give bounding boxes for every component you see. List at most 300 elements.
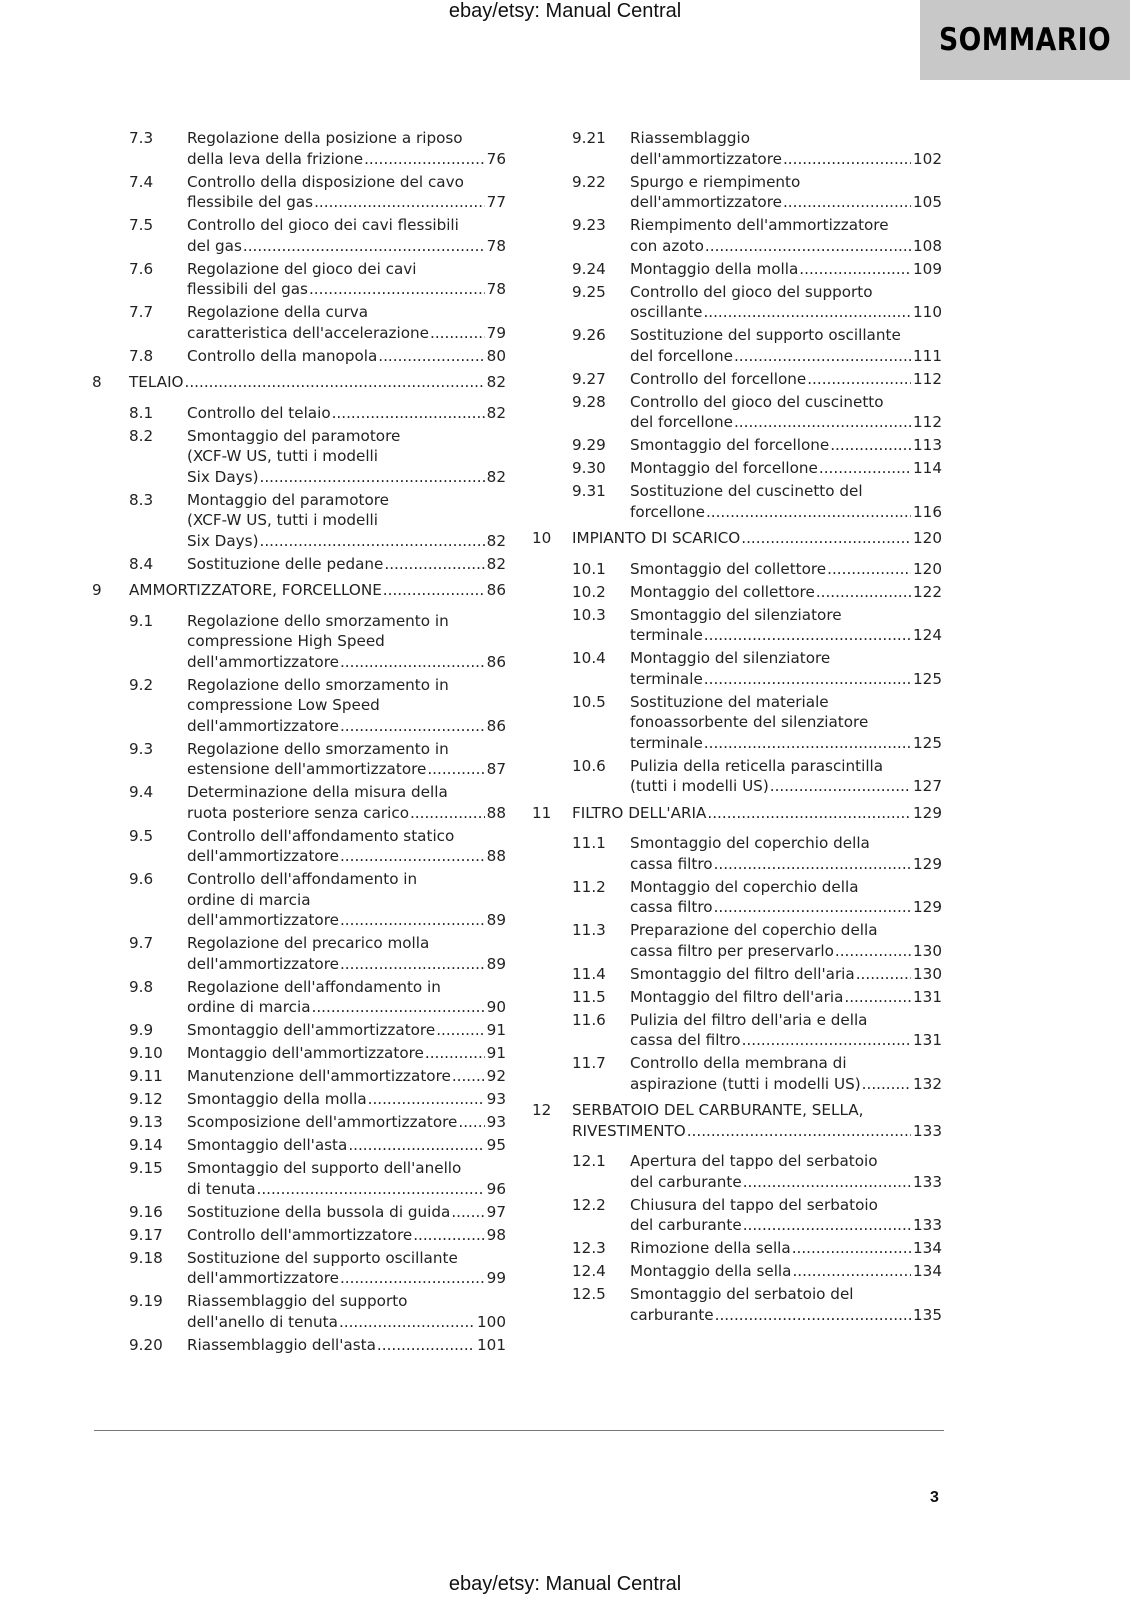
- toc-chapter: [532, 528, 942, 549]
- toc-page-number: 90: [486, 998, 506, 1016]
- toc-entry: [532, 128, 942, 169]
- toc-title-line: Preparazione del coperchio della: [630, 921, 878, 939]
- dot-leader: [734, 346, 911, 367]
- toc-number: 10.6: [572, 756, 606, 775]
- dot-leader: [340, 1268, 485, 1289]
- toc-page-number: 92: [486, 1067, 506, 1085]
- toc-title-line: di tenuta: [187, 1179, 256, 1198]
- dot-leader: [425, 1043, 485, 1064]
- dot-leader: [257, 1179, 485, 1200]
- dot-leader: [383, 580, 485, 601]
- toc-page-number: 133: [913, 1121, 942, 1140]
- toc-title-line: Chiusura del tappo del serbatoio: [630, 1195, 878, 1214]
- dot-leader: [451, 1202, 484, 1223]
- toc-entry: [532, 964, 942, 985]
- toc-title-line: cassa filtro: [630, 898, 713, 916]
- toc-title-line: dell'ammortizzatore: [630, 149, 782, 168]
- toc-entry: [92, 426, 506, 488]
- toc-entry: [532, 648, 942, 689]
- toc-title-line: Sostituzione della bussola di guida: [187, 1202, 451, 1221]
- toc-title-line: Regolazione della curva: [187, 303, 369, 321]
- toc-entry: [92, 554, 506, 575]
- toc-entry: [92, 490, 506, 552]
- page-number: 3: [930, 1489, 939, 1506]
- toc-page-number: 120: [913, 529, 942, 547]
- toc-entry: [532, 172, 942, 213]
- toc-page-number: 105: [913, 193, 942, 211]
- toc-title-line: Smontaggio del forcellone: [630, 436, 830, 454]
- toc-title-line: ordine di marcia: [187, 998, 311, 1016]
- dot-leader: [856, 964, 911, 985]
- toc-entry: [92, 782, 506, 823]
- toc-entry: [532, 1053, 942, 1094]
- toc-title-line: Montaggio della molla: [630, 259, 799, 278]
- toc-title-line: Sostituzione delle pedane: [187, 554, 384, 573]
- toc-page-number: 130: [913, 964, 942, 983]
- toc-title-line: compressione Low Speed: [187, 696, 380, 714]
- toc-page-number: 124: [913, 626, 942, 644]
- toc-page-number: 82: [486, 403, 506, 422]
- toc-page-number: 95: [486, 1136, 506, 1154]
- toc-entry: [532, 1261, 942, 1282]
- dot-leader: [384, 554, 484, 575]
- toc-page-number: 120: [913, 559, 942, 578]
- dot-leader: [314, 192, 485, 213]
- toc-title-line: Montaggio del filtro dell'aria: [630, 987, 844, 1006]
- dot-leader: [332, 403, 485, 424]
- toc-title-line: Smontaggio del coperchio della: [630, 834, 870, 852]
- toc-entry: [532, 920, 942, 961]
- dot-leader: [704, 625, 911, 646]
- toc-page-number: 93: [486, 1113, 506, 1131]
- toc-page-number: 96: [486, 1179, 506, 1198]
- dot-leader: [368, 1089, 485, 1110]
- toc-title-line: Smontaggio del silenziatore: [630, 605, 842, 624]
- dot-leader: [830, 435, 911, 456]
- toc-page-number: 82: [486, 554, 506, 573]
- dot-leader: [340, 716, 485, 737]
- toc-entry: [92, 259, 506, 300]
- toc-entry: [92, 977, 506, 1018]
- toc-entry: [532, 215, 942, 256]
- toc-number: 11.6: [572, 1010, 606, 1029]
- dot-leader: [714, 854, 911, 875]
- toc-title-line: dell'anello di tenuta: [187, 1312, 338, 1331]
- toc-page-number: 89: [486, 911, 506, 929]
- dot-leader: [364, 149, 485, 170]
- toc-title-line: terminale: [630, 669, 703, 688]
- toc-number: 8.2: [129, 426, 154, 445]
- toc-page-number: 86: [486, 581, 506, 599]
- dot-leader: [458, 1112, 484, 1133]
- toc-entry: [92, 1248, 506, 1289]
- toc-entry: [532, 1284, 942, 1325]
- toc-title-line: Controllo dell'affondamento in: [187, 870, 418, 888]
- toc-title-line: Montaggio del collettore: [630, 582, 815, 601]
- dot-leader: [707, 803, 911, 824]
- toc-number: 8: [92, 373, 102, 391]
- toc-page-number: 116: [913, 502, 942, 521]
- toc-entry: [532, 392, 942, 433]
- toc-number: 10: [532, 529, 552, 547]
- toc-title-line: con azoto: [630, 236, 704, 255]
- dot-leader: [792, 1238, 911, 1259]
- toc-title-line: Regolazione dello smorzamento in: [187, 611, 449, 630]
- toc-entry: [92, 346, 506, 367]
- toc-title-line: del carburante: [630, 1216, 742, 1234]
- dot-leader: [348, 1135, 484, 1156]
- toc-entry: [532, 605, 942, 646]
- toc-title-line: Six Days): [187, 467, 259, 486]
- toc-number: 9.11: [129, 1067, 163, 1085]
- toc-title-line: Manutenzione dell'ammortizzatore: [187, 1067, 451, 1085]
- toc-entry: [92, 1043, 506, 1064]
- toc-entry: [532, 259, 942, 280]
- toc-number: 9.3: [129, 739, 154, 758]
- toc-number: 11.2: [572, 877, 606, 896]
- toc-title-line: (XCF-W US, tutti i modelli: [187, 511, 378, 529]
- toc-page-number: 135: [913, 1305, 942, 1324]
- toc-page-number: 100: [477, 1312, 506, 1331]
- toc-page-number: 86: [486, 716, 506, 735]
- dot-leader: [312, 997, 485, 1018]
- toc-title-line: Controllo del gioco dei cavi flessibili: [187, 216, 459, 234]
- dot-leader: [741, 528, 911, 549]
- dot-leader: [783, 149, 911, 170]
- toc-title-line: cassa del filtro: [630, 1031, 741, 1049]
- toc-title-line: Controllo dell'affondamento statico: [187, 826, 455, 845]
- toc-title-line: Smontaggio dell'ammortizzatore: [187, 1021, 436, 1039]
- dot-leader: [714, 897, 911, 918]
- toc-title-line: dell'ammortizzatore: [187, 911, 339, 929]
- dot-leader: [430, 323, 485, 344]
- toc-title-line: Riassemblaggio dell'asta: [187, 1335, 376, 1354]
- toc-chapter: [92, 580, 506, 601]
- toc-number: 11.3: [572, 921, 606, 939]
- toc-title-line: Spurgo e riempimento: [630, 172, 801, 191]
- toc-page-number: 88: [486, 847, 506, 865]
- toc-number: 12.4: [572, 1262, 606, 1280]
- toc-number: 10.2: [572, 582, 606, 601]
- dot-leader: [770, 776, 911, 797]
- toc-number: 9.24: [572, 259, 606, 278]
- toc-page-number: 82: [486, 531, 506, 550]
- toc-title-line: Montaggio del coperchio della: [630, 877, 859, 896]
- toc-page-number: 134: [913, 1262, 942, 1280]
- toc-entry: [92, 1066, 506, 1087]
- toc-number: 11.5: [572, 987, 606, 1006]
- dot-leader: [243, 236, 485, 257]
- dot-leader: [715, 1305, 911, 1326]
- toc-chapter: [92, 372, 506, 393]
- toc-title-line: Smontaggio della molla: [187, 1090, 367, 1108]
- toc-page-number: 99: [486, 1269, 506, 1287]
- toc-entry: [92, 128, 506, 169]
- dot-leader: [378, 346, 484, 367]
- toc-number: 9.28: [572, 392, 606, 411]
- toc-title-line: Sostituzione del cuscinetto del: [630, 482, 863, 500]
- toc-page-number: 109: [913, 259, 942, 278]
- dot-leader: [862, 1074, 911, 1095]
- toc-number: 12.5: [572, 1285, 606, 1303]
- toc-title-line: SERBATOIO DEL CARBURANTE, SELLA,: [572, 1101, 864, 1119]
- toc-number: 9.18: [129, 1248, 163, 1267]
- toc-entry: [92, 1225, 506, 1246]
- toc-page-number: 91: [486, 1021, 506, 1039]
- toc-entry: [92, 1135, 506, 1156]
- section-tab: [920, 0, 1130, 80]
- toc-title-line: AMMORTIZZATORE, FORCELLONE: [129, 581, 382, 599]
- toc-page-number: 133: [913, 1172, 942, 1191]
- toc-title-line: cassa filtro: [630, 854, 713, 873]
- toc-title-line: dell'ammortizzatore: [187, 716, 339, 735]
- toc-title-line: dell'ammortizzatore: [187, 954, 339, 973]
- dot-leader: [339, 1312, 475, 1333]
- toc-page-number: 134: [913, 1239, 942, 1257]
- toc-title-line: Montaggio dell'ammortizzatore: [187, 1044, 424, 1062]
- toc-page-number: 79: [486, 323, 506, 342]
- toc-title-line: caratteristica dell'accelerazione: [187, 323, 430, 342]
- dot-leader: [844, 987, 911, 1008]
- toc-entry: [92, 1158, 506, 1199]
- toc-number: 9.4: [129, 783, 154, 801]
- toc-number: 9.6: [129, 870, 154, 888]
- toc-entry: [92, 869, 506, 931]
- toc-entry: [532, 1238, 942, 1259]
- dot-leader: [742, 1030, 911, 1051]
- toc-title-line: terminale: [630, 733, 703, 752]
- toc-number: 10.4: [572, 649, 606, 667]
- toc-number: 8.1: [129, 403, 154, 422]
- dot-leader: [377, 1335, 475, 1356]
- dot-leader: [427, 759, 484, 780]
- toc-page-number: 133: [913, 1216, 942, 1234]
- dot-leader: [410, 803, 485, 824]
- toc-page-number: 131: [913, 987, 942, 1006]
- toc-page-number: 130: [913, 941, 942, 960]
- toc-title-line: Sostituzione del materiale: [630, 692, 829, 711]
- toc-title-line: fonoassorbente del silenziatore: [630, 713, 869, 731]
- dot-leader: [340, 652, 485, 673]
- toc-title-line: Controllo dell'ammortizzatore: [187, 1225, 413, 1244]
- toc-entry: [532, 877, 942, 918]
- toc-page-number: 129: [913, 803, 942, 822]
- toc-title-line: Apertura del tappo del serbatoio: [630, 1152, 878, 1170]
- toc-title-line: Regolazione del precarico molla: [187, 934, 430, 952]
- toc-title-line: Scomposizione dell'ammortizzatore: [187, 1113, 458, 1131]
- dot-leader: [260, 531, 485, 552]
- toc-page-number: 114: [913, 459, 942, 477]
- dot-leader: [704, 733, 911, 754]
- toc-entry: [532, 582, 942, 603]
- toc-page-number: 108: [913, 236, 942, 255]
- toc-page-number: 131: [913, 1031, 942, 1049]
- toc-page-number: 112: [913, 369, 942, 388]
- toc-number: 10.3: [572, 605, 606, 624]
- toc-number: 9.12: [129, 1090, 163, 1108]
- toc-title-line: Controllo del gioco del supporto: [630, 282, 873, 301]
- toc-number: 9.13: [129, 1113, 163, 1131]
- toc-number: 7.7: [129, 303, 154, 321]
- toc-title-line: della leva della frizione: [187, 149, 364, 168]
- toc-number: 9.20: [129, 1335, 163, 1354]
- toc-title-line: Regolazione dello smorzamento in: [187, 739, 449, 758]
- toc-title-line: Regolazione dello smorzamento in: [187, 675, 449, 694]
- toc-entry: [532, 833, 942, 874]
- toc-title-line: Controllo della manopola: [187, 346, 378, 365]
- toc-page-number: 101: [477, 1335, 506, 1354]
- toc-number: 9.17: [129, 1225, 163, 1244]
- toc-title-line: (XCF-W US, tutti i modelli: [187, 447, 378, 465]
- toc-entry: [532, 1195, 942, 1236]
- toc-number: 9.5: [129, 826, 154, 845]
- dot-leader: [687, 1121, 911, 1142]
- dot-leader: [827, 559, 911, 580]
- toc-page-number: 77: [486, 193, 506, 211]
- toc-page-number: 113: [913, 436, 942, 454]
- toc-number: 12.3: [572, 1239, 606, 1257]
- toc-title-line: Smontaggio del supporto dell'anello: [187, 1159, 462, 1177]
- toc-title-line: dell'ammortizzatore: [187, 847, 339, 865]
- toc-number: 10.5: [572, 692, 606, 711]
- toc-page-number: 110: [913, 303, 942, 321]
- toc-entry: [92, 675, 506, 737]
- toc-right-column: [532, 128, 942, 1328]
- toc-title-line: forcellone: [630, 502, 705, 521]
- toc-page-number: 86: [486, 652, 506, 671]
- toc-title-line: flessibile del gas: [187, 193, 314, 211]
- toc-number: 9.2: [129, 675, 154, 694]
- toc-number: 11.1: [572, 834, 606, 852]
- toc-title-line: Controllo della membrana di: [630, 1054, 847, 1072]
- toc-title-line: Controllo del telaio: [187, 403, 331, 422]
- toc-title-line: Regolazione dell'affondamento in: [187, 977, 441, 996]
- toc-entry: [532, 325, 942, 366]
- dot-leader: [792, 1261, 911, 1282]
- toc-title-line: Smontaggio dell'asta: [187, 1136, 348, 1154]
- toc-title-line: del forcellone: [630, 346, 733, 365]
- toc-page-number: 88: [486, 803, 506, 822]
- toc-title-line: TELAIO: [129, 373, 184, 391]
- watermark-top: ebay/etsy: Manual Central: [448, 0, 682, 22]
- toc-number: 7.8: [129, 346, 154, 365]
- toc-entry: [532, 1151, 942, 1192]
- toc-entry: [92, 611, 506, 673]
- toc-title-line: ruota posteriore senza carico: [187, 803, 409, 822]
- toc-title-line: dell'ammortizzatore: [187, 652, 339, 671]
- toc-entry: [92, 1089, 506, 1110]
- toc-page-number: 78: [486, 280, 506, 298]
- toc-title-line: flessibili del gas: [187, 280, 308, 298]
- toc-page-number: 98: [486, 1225, 506, 1244]
- toc-number: 9.26: [572, 326, 606, 344]
- dot-leader: [816, 582, 911, 603]
- toc-number: 7.3: [129, 129, 154, 147]
- toc-page-number: 78: [486, 236, 506, 255]
- toc-page-number: 76: [486, 149, 506, 168]
- toc-entry: [532, 756, 942, 797]
- toc-title-line: Riassemblaggio del supporto: [187, 1292, 408, 1310]
- toc-number: 12.1: [572, 1152, 606, 1170]
- toc-title-line: Montaggio del silenziatore: [630, 649, 831, 667]
- toc-entry: [92, 302, 506, 343]
- toc-chapter: [532, 803, 942, 824]
- toc-page-number: 125: [913, 669, 942, 688]
- dot-leader: [436, 1020, 484, 1041]
- toc-title-line: Rimozione della sella: [630, 1239, 791, 1257]
- toc-title-line: RIVESTIMENTO: [572, 1121, 686, 1140]
- toc-title-line: Montaggio del paramotore: [187, 490, 390, 509]
- toc-title-line: FILTRO DELL'ARIA: [572, 803, 707, 822]
- toc-number: 9: [92, 581, 102, 599]
- dot-leader: [743, 1215, 911, 1236]
- toc-title-line: cassa filtro per preservarlo: [630, 941, 834, 960]
- toc-page-number: 89: [486, 954, 506, 973]
- toc-entry: [532, 1010, 942, 1051]
- dot-leader: [703, 302, 911, 323]
- toc-number: 11: [532, 803, 552, 822]
- dot-leader: [452, 1066, 485, 1087]
- toc-number: 9.7: [129, 934, 154, 952]
- toc-title-line: Regolazione del gioco dei cavi: [187, 259, 417, 278]
- toc-entry: [92, 933, 506, 974]
- toc-number: 11.4: [572, 964, 606, 983]
- toc-entry: [92, 826, 506, 867]
- toc-number: 9.30: [572, 459, 606, 477]
- toc-title-line: estensione dell'ammortizzatore: [187, 760, 427, 778]
- toc-number: 9.19: [129, 1292, 163, 1310]
- toc-title-line: Smontaggio del collettore: [630, 559, 827, 578]
- toc-entry: [92, 172, 506, 213]
- toc-number: 7.5: [129, 216, 154, 234]
- toc-number: 11.7: [572, 1054, 606, 1072]
- toc-title-line: Determinazione della misura della: [187, 783, 448, 801]
- toc-title-line: dell'ammortizzatore: [630, 193, 782, 211]
- footer-rule: [94, 1430, 944, 1431]
- toc-entry: [532, 369, 942, 390]
- toc-title-line: Montaggio del forcellone: [630, 459, 818, 477]
- toc-page-number: 102: [913, 149, 942, 168]
- toc-title-line: Controllo del forcellone: [630, 369, 807, 388]
- toc-left-column: [92, 128, 506, 1358]
- toc-page-number: 112: [913, 413, 942, 431]
- toc-entry: [532, 435, 942, 456]
- toc-number: 12.2: [572, 1195, 606, 1214]
- toc-number: 9.21: [572, 129, 606, 147]
- dot-leader: [743, 1172, 911, 1193]
- toc-number: 9.9: [129, 1021, 154, 1039]
- toc-title-line: del forcellone: [630, 413, 733, 431]
- toc-page-number: 87: [486, 760, 506, 778]
- dot-leader: [704, 669, 911, 690]
- toc-number: 7.4: [129, 172, 154, 191]
- toc-number: 8.4: [129, 554, 154, 573]
- toc-title-line: Pulizia del filtro dell'aria e della: [630, 1010, 868, 1029]
- toc-entry: [92, 403, 506, 424]
- toc-number: 12: [532, 1101, 552, 1119]
- toc-page-number: 122: [913, 582, 942, 601]
- toc-title-line: terminale: [630, 626, 703, 644]
- toc-entry: [532, 481, 942, 522]
- toc-entry: [532, 987, 942, 1008]
- toc-number: 9.10: [129, 1044, 163, 1062]
- toc-number: 7.6: [129, 259, 154, 278]
- toc-page-number: 125: [913, 733, 942, 752]
- dot-leader: [309, 279, 485, 300]
- toc-entry: [92, 739, 506, 780]
- toc-page-number: 82: [486, 373, 506, 391]
- toc-entry: [92, 215, 506, 256]
